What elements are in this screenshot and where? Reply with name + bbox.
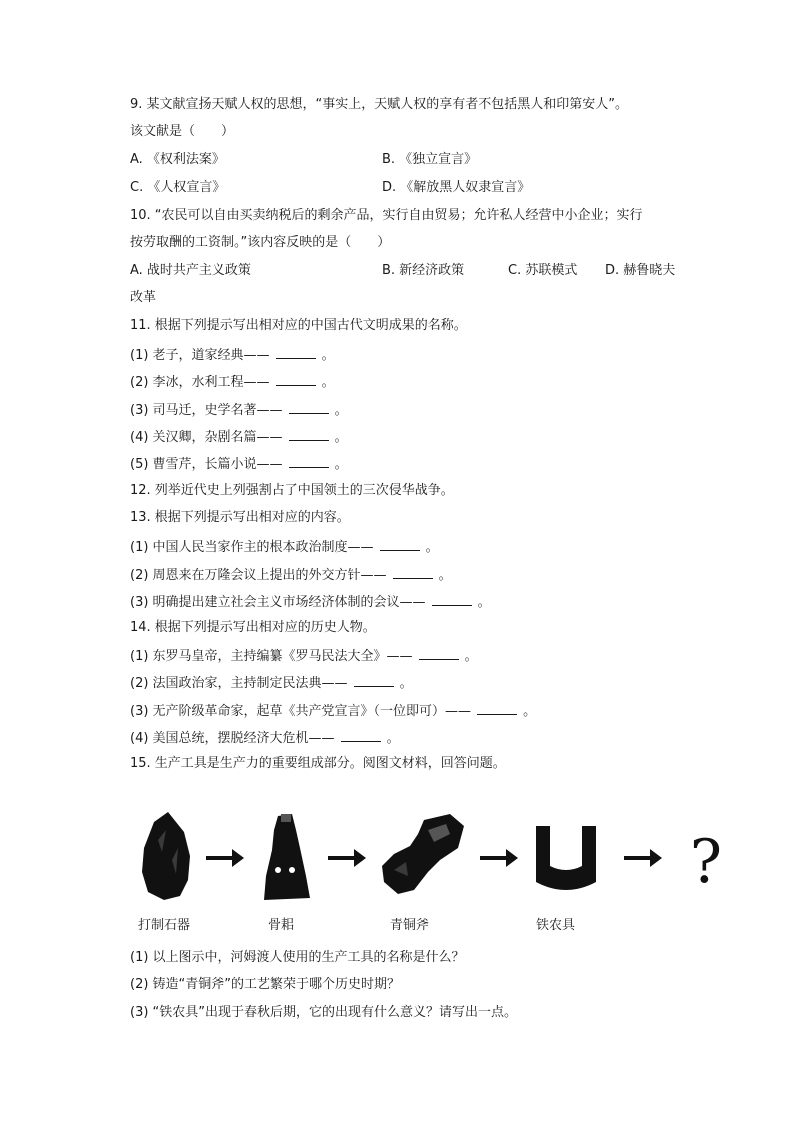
q13-item-3 (130, 592, 491, 612)
caption-iron-tools: 铁农具 (536, 918, 576, 933)
arrow-right-icon (624, 849, 662, 867)
caption-bone-spade: 骨耜 (268, 918, 295, 933)
answer-blank[interactable] (276, 345, 316, 359)
q14-item-1 (130, 646, 478, 666)
q15-subquestion-3: (3) “铁农具”出现于春秋后期，它的出现有什么意义？请写出一点。 (130, 1005, 518, 1020)
q14-item-2 (130, 673, 413, 693)
arrow-right-icon (480, 849, 518, 867)
q11-stem: 11. 根据下列提示写出相对应的中国古代文明成果的名称。 (130, 318, 467, 333)
q13-item-1-end: 。 (425, 540, 439, 555)
q13-item-1-prompt: (1) 中国人民当家作主的根本政治制度—— (130, 540, 374, 555)
q15-stem: 15. 生产工具是生产力的重要组成部分。阅图文材料，回答问题。 (130, 756, 506, 771)
caption-chipped-stone: 打制石器 (138, 918, 191, 933)
q14-item-3-end: 。 (523, 704, 537, 719)
q13-stem: 13. 根据下列提示写出相对应的内容。 (130, 510, 350, 525)
tools-illustration (128, 800, 728, 910)
q9-option-b: B. 《独立宣言》 (382, 152, 478, 167)
answer-blank[interactable] (354, 673, 394, 687)
q11-item-5-prompt: (5) 曹雪芹，长篇小说—— (130, 457, 283, 472)
q10-option-d: D. 赫鲁晓夫 (605, 263, 676, 278)
q14-item-1-prompt: (1) 东罗马皇帝，主持编纂《罗马民法大全》—— (130, 649, 413, 664)
q14-item-1-end: 。 (464, 649, 478, 664)
q10-option-d-wrap: 改革 (130, 290, 157, 305)
q11-item-4-prompt: (4) 关汉卿，杂剧名篇—— (130, 430, 283, 445)
q14-item-4-end: 。 (386, 731, 400, 746)
q9-option-c: C. 《人权宣言》 (130, 180, 226, 195)
chipped-stone-tool-icon (142, 812, 190, 900)
q10-option-a: A. 战时共产主义政策 (130, 263, 251, 278)
answer-blank[interactable] (289, 400, 329, 414)
q14-item-3-prompt: (3) 无产阶级革命家，起草《共产党宣言》（一位即可）—— (130, 704, 472, 719)
q14-item-4 (130, 728, 400, 748)
answer-blank[interactable] (276, 372, 316, 386)
q10-option-c: C. 苏联模式 (508, 263, 578, 278)
q13-item-2-prompt: (2) 周恩来在万隆会议上提出的外交方针—— (130, 568, 387, 583)
answer-blank[interactable] (432, 592, 472, 606)
q13-item-2 (130, 565, 452, 585)
tools-evolution-figure (128, 800, 728, 940)
q11-item-4 (130, 427, 348, 447)
answer-blank[interactable] (419, 646, 459, 660)
q10-stem-line-1: 10. “农民可以自由买卖纳税后的剩余产品，实行自由贸易；允许私人经营中小企业；实行 (130, 208, 643, 223)
q10-option-b: B. 新经济政策 (382, 263, 465, 278)
q11-item-1-end: 。 (321, 348, 335, 363)
iron-farm-tool-icon (536, 826, 596, 890)
q11-item-2 (130, 372, 335, 392)
q15-subquestion-1: (1) 以上图示中，河姆渡人使用的生产工具的名称是什么？ (130, 950, 465, 965)
answer-blank[interactable] (341, 728, 381, 742)
answer-blank[interactable] (477, 701, 517, 715)
q11-item-5 (130, 454, 348, 474)
q11-item-2-end: 。 (321, 375, 335, 390)
q11-item-1-prompt: (1) 老子，道家经典—— (130, 348, 270, 363)
caption-bronze-axe: 青铜斧 (390, 918, 430, 933)
answer-blank[interactable] (289, 454, 329, 468)
q13-item-3-end: 。 (477, 595, 491, 610)
q11-item-4-end: 。 (334, 430, 348, 445)
q12-stem: 12. 列举近代史上列强割占了中国领土的三次侵华战争。 (130, 483, 454, 498)
q11-item-5-end: 。 (334, 457, 348, 472)
answer-blank[interactable] (289, 427, 329, 441)
q11-item-2-prompt: (2) 李冰，水利工程—— (130, 375, 270, 390)
arrow-right-icon (328, 849, 366, 867)
answer-blank[interactable] (393, 565, 433, 579)
q13-item-2-end: 。 (438, 568, 452, 583)
q14-stem: 14. 根据下列提示写出相对应的历史人物。 (130, 620, 376, 635)
q14-item-4-prompt: (4) 美国总统，摆脱经济大危机—— (130, 731, 335, 746)
q13-item-1 (130, 537, 439, 557)
q11-item-1 (130, 345, 335, 365)
q9-stem-line-1: 9. 某文献宣扬天赋人权的思想，“事实上，天赋人权的享有者不包括黑人和印第安人”。 (130, 97, 629, 112)
question-mark-icon: ? (689, 827, 723, 897)
q9-option-d: D. 《解放黑人奴隶宣言》 (382, 180, 531, 195)
q14-item-3 (130, 701, 536, 721)
answer-blank[interactable] (380, 537, 420, 551)
bronze-axe-icon (382, 814, 464, 894)
q11-item-3 (130, 400, 348, 420)
bone-spade-icon (264, 814, 310, 900)
q14-item-2-prompt: (2) 法国政治家，主持制定民法典—— (130, 676, 348, 691)
q13-item-3-prompt: (3) 明确提出建立社会主义市场经济体制的会议—— (130, 595, 426, 610)
q10-stem-line-2: 按劳取酬的工资制。”该内容反映的是（ ） (130, 235, 391, 250)
q15-subquestion-2: (2) 铸造“青铜斧”的工艺繁荣于哪个历史时期？ (130, 977, 401, 992)
q14-item-2-end: 。 (399, 676, 413, 691)
arrow-right-icon (206, 849, 244, 867)
q9-stem-line-2: 该文献是（ ） (130, 124, 235, 139)
q11-item-3-prompt: (3) 司马迁，史学名著—— (130, 403, 283, 418)
q9-option-a: A. 《权利法案》 (130, 152, 225, 167)
q11-item-3-end: 。 (334, 403, 348, 418)
